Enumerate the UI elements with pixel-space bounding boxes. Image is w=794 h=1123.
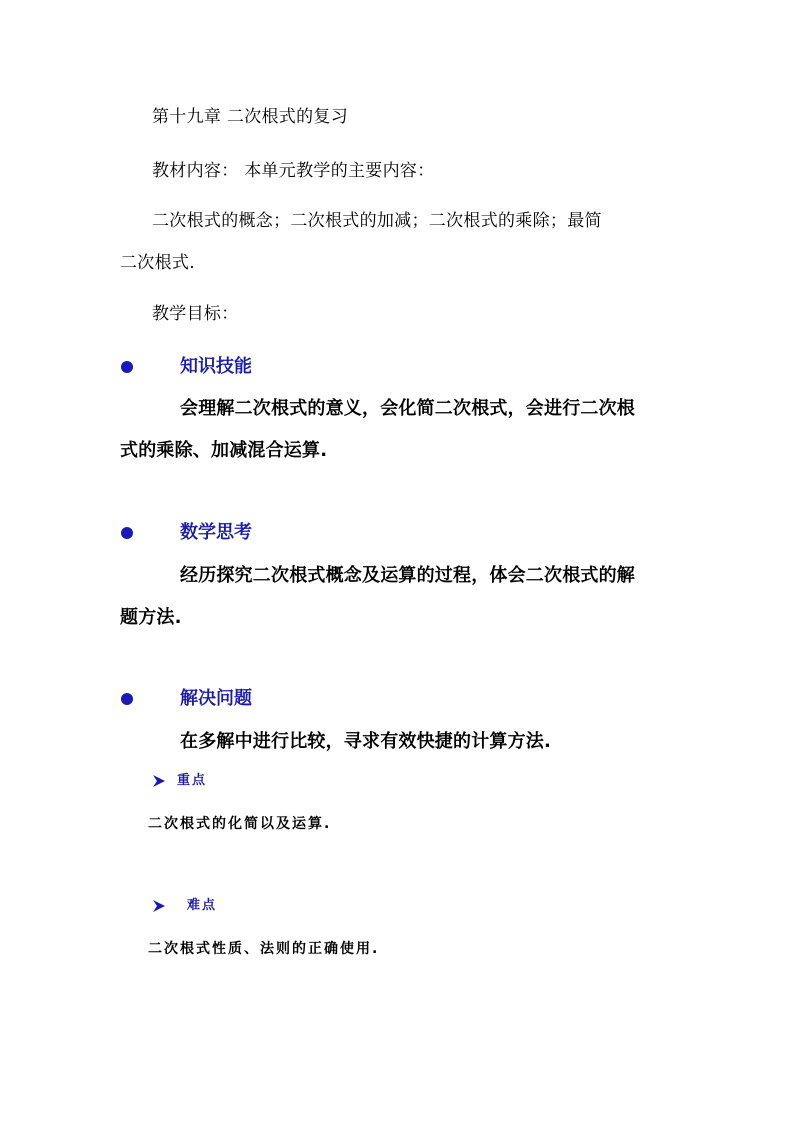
content-line-1: 二次根式的概念；二次根式的加减；二次根式的乘除；最简 (152, 211, 602, 231)
difficulty-label: 难点 (187, 898, 218, 913)
section-heading-problem-solving: 解决问题 (180, 688, 252, 709)
bullet-icon (121, 527, 133, 539)
key-point-label: 重点 (177, 773, 208, 788)
objectives-label: 教学目标： (152, 304, 239, 324)
section-heading-thinking: 数学思考 (180, 522, 252, 543)
section-problem-solving-line-1: 在多解中进行比较，寻求有效快捷的计算方法. (180, 731, 552, 752)
section-thinking-line-1: 经历探究二次根式概念及运算的过程，体会二次根式的解 (180, 565, 635, 586)
section-skills-line-2: 式的乘除、加减混合运算. (120, 440, 328, 461)
bullet-icon (121, 361, 133, 373)
arrowhead-icon (151, 898, 167, 914)
chapter-title: 第十九章 二次根式的复习 (152, 107, 349, 127)
key-point-text: 二次根式的化简以及运算. (148, 816, 332, 832)
bullet-icon (121, 693, 133, 705)
section-heading-skills: 知识技能 (180, 356, 252, 377)
arrowhead-icon (151, 773, 167, 789)
section-skills-line-1: 会理解二次根式的意义，会化简二次根式，会进行二次根 (180, 398, 635, 419)
content-line-2: 二次根式. (120, 253, 195, 273)
section-thinking-line-2: 题方法. (120, 607, 182, 628)
difficulty-text: 二次根式性质、法则的正确使用. (148, 941, 380, 957)
material-line: 教材内容： 本单元教学的主要内容： (152, 161, 435, 181)
